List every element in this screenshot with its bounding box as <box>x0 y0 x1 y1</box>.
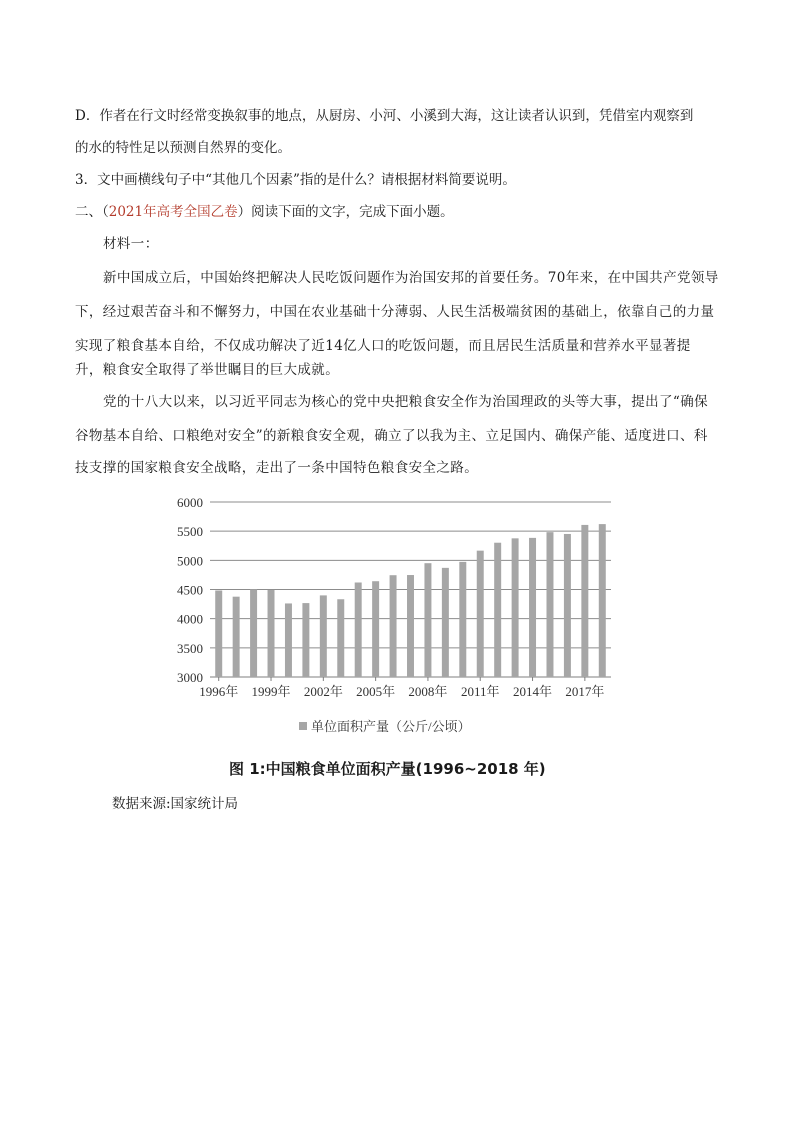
bar-1998 <box>250 589 257 677</box>
y-tick-label-5000: 5000 <box>177 553 203 569</box>
bar-2013 <box>512 538 519 677</box>
bar-2005 <box>372 581 379 677</box>
data-source: 数据来源:国家统计局 <box>112 796 239 812</box>
x-tick-label-0: 1996年 <box>199 684 239 699</box>
para2-line-3: 技支撑的国家粮食安全战略，走出了一条中国特色粮食安全之路。 <box>75 460 479 476</box>
bar-2007 <box>407 575 414 677</box>
bar-2001 <box>302 603 309 677</box>
option-d-line1: D．作者在行文时经常变换叙事的地点，从厨房、小河、小溪到大海，这让读者认识到，凭借室内观察到 <box>75 108 694 124</box>
x-tick-label-21: 2017年 <box>565 684 605 699</box>
y-tick-label-4500: 4500 <box>177 582 203 598</box>
bar-1999 <box>268 590 275 677</box>
section-2-heading <box>75 200 454 220</box>
x-tick-label-15: 2011年 <box>460 684 500 699</box>
bar-2006 <box>390 575 397 677</box>
bar-2017 <box>581 525 588 677</box>
x-tick-label-18: 2014年 <box>513 684 553 699</box>
bar-1996 <box>215 590 222 677</box>
section-2-prefix: 二、（ <box>75 204 109 220</box>
bar-2011 <box>477 551 484 677</box>
material-heading: 材料一： <box>103 236 159 252</box>
para1-line-2: 下，经过艰苦奋斗和不懈努力，中国在农业基础十分薄弱、人民生活极端贫困的基础上，依靠自己的力量 <box>75 304 715 320</box>
bar-2008 <box>424 563 431 677</box>
x-tick-label-12: 2008年 <box>408 684 448 699</box>
bar-2012 <box>494 543 501 677</box>
bar-2016 <box>564 534 571 677</box>
x-tick-label-9: 2005年 <box>356 684 396 699</box>
figure-caption: 图 1:中国粮食单位面积产量(1996~2018 年) <box>229 760 546 778</box>
yield-bar-chart <box>177 490 620 742</box>
y-tick-label-6000: 6000 <box>177 495 203 510</box>
bar-2009 <box>442 568 449 677</box>
x-tick-label-3: 1999年 <box>251 684 291 699</box>
section-2-suffix: ）阅读下面的文字，完成下面小题。 <box>237 204 454 220</box>
bar-2018 <box>599 524 606 677</box>
para1-line-3: 实现了粮食基本自给，不仅成功解决了近14亿人口的吃饭问题，而且居民生活质量和营养水平显著提 <box>75 338 691 354</box>
y-tick-label-3500: 3500 <box>177 640 203 656</box>
question-3: 3．文中画横线句子中“其他几个因素”指的是什么？请根据材料简要说明。 <box>75 172 516 188</box>
para2-line-1: 党的十八大以来，以习近平同志为核心的党中央把粮食安全作为治国理政的头等大事，提出了“确保 <box>103 394 708 410</box>
bar-2002 <box>320 595 327 677</box>
y-tick-label-5500: 5500 <box>177 524 203 540</box>
option-d-line2: 的水的特性足以预测自然界的变化。 <box>75 140 291 156</box>
bar-2003 <box>337 599 344 677</box>
y-tick-label-3000: 3000 <box>177 670 203 685</box>
legend-label: 单位面积产量（公斤/公顷） <box>311 719 471 734</box>
bar-2015 <box>546 532 553 677</box>
bar-2004 <box>355 583 362 678</box>
bar-2000 <box>285 603 292 677</box>
x-tick-label-6: 2002年 <box>303 684 343 699</box>
para2-line-2: 谷物基本自给、口粮绝对安全”的新粮食安全观，确立了以我为主、立足国内、确保产能、适度进口、科 <box>75 428 708 444</box>
legend-swatch <box>299 722 307 730</box>
bar-1997 <box>233 597 240 677</box>
bar-2010 <box>459 562 466 677</box>
exam-source: 2021年高考全国乙卷 <box>108 204 238 220</box>
para1-line-4: 升，粮食安全取得了举世瞩目的巨大成就。 <box>75 362 340 378</box>
bar-2014 <box>529 538 536 677</box>
y-tick-label-4000: 4000 <box>177 611 203 627</box>
para1-line-1: 新中国成立后，中国始终把解决人民吃饭问题作为治国安邦的首要任务。70年来，在中国共产党领导 <box>103 270 719 286</box>
